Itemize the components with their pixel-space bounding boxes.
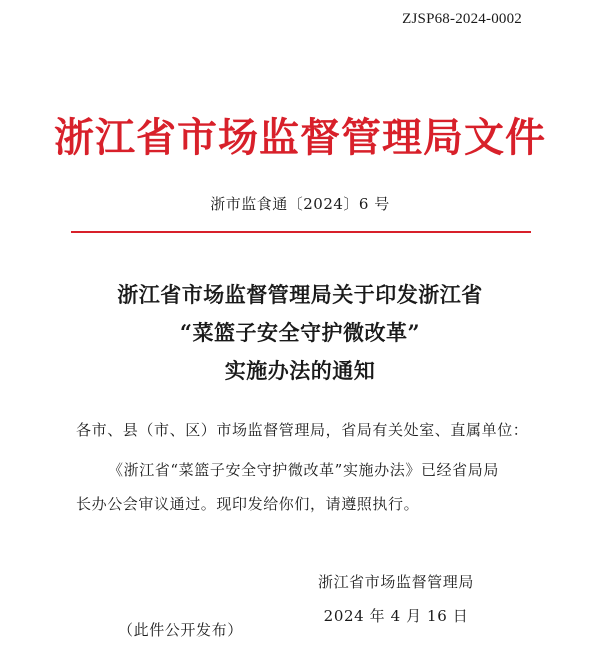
addressee: 各市、县（市、区）市场监督管理局，省局有关处室、直属单位： (76, 421, 529, 439)
red-divider (71, 231, 531, 233)
issuer-title: 浙江省市场监督管理局文件 (54, 114, 546, 161)
subject-line-3: 实施办法的通知 (224, 358, 376, 383)
subject-heading (0, 276, 600, 390)
signature-date: 2024 年 4 月 16 日 (323, 607, 469, 625)
body-paragraph (76, 453, 546, 521)
subject-line-2: “菜篮子安全守护微改革” (179, 320, 421, 345)
body-line-2: 长办公会审议通过。现印发给你们，请遵照执行。 (76, 495, 420, 513)
body-line-1: 《浙江省“菜篮子安全守护微改革”实施办法》已经省局局 (108, 461, 499, 479)
signature-org: 浙江省市场监督管理局 (317, 573, 474, 591)
signature-block (296, 565, 496, 633)
document-number: 浙市监食通〔2024〕6 号 (210, 195, 390, 213)
subject-line-1: 浙江省市场监督管理局关于印发浙江省 (117, 282, 483, 307)
document-code: ZJSP68-2024-0002 (402, 11, 522, 27)
release-note: （此件公开发布） (118, 621, 243, 639)
